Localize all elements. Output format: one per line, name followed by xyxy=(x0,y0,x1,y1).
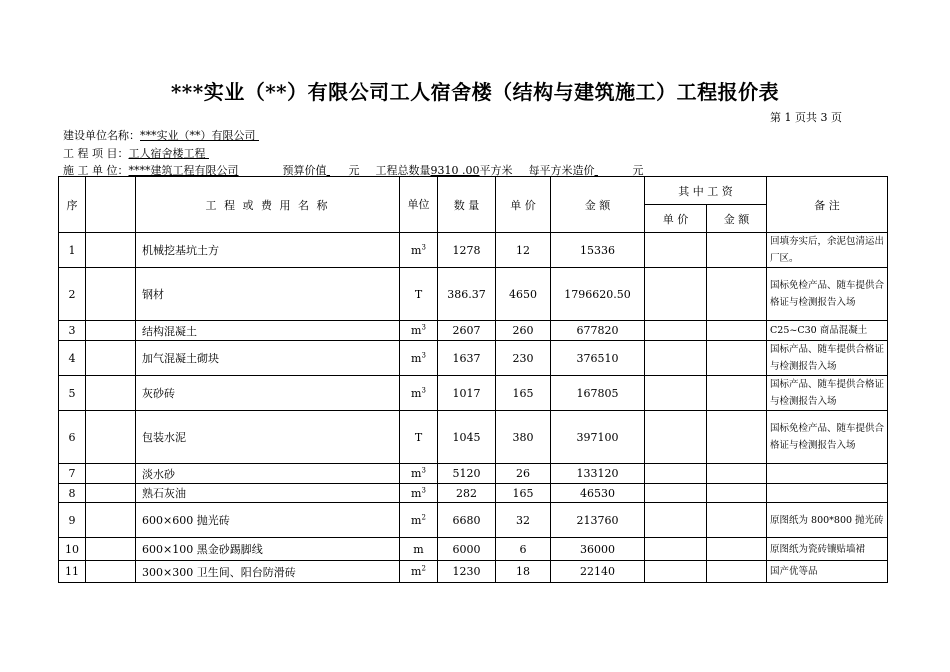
cell-blank xyxy=(86,321,136,341)
cell-remark xyxy=(767,484,888,503)
cell-amount: 133120 xyxy=(551,464,645,484)
cell-remark: 国标产品、随车提供合格证与检测报告入场 xyxy=(767,376,888,411)
table-row xyxy=(59,411,888,464)
cell-blank xyxy=(86,561,136,583)
project-line xyxy=(63,145,234,161)
cell-seq: 5 xyxy=(59,376,86,411)
table-row xyxy=(59,321,888,341)
cell-remark: 回填夯实后，余泥包清运出厂区。 xyxy=(767,233,888,268)
cell-price: 6 xyxy=(496,538,551,561)
cell-qty: 5120 xyxy=(438,464,496,484)
budget-unit: 元 xyxy=(348,164,360,177)
cell-price: 165 xyxy=(496,376,551,411)
cell-qty: 1017 xyxy=(438,376,496,411)
cell-amount: 677820 xyxy=(551,321,645,341)
header-remark: 备 注 xyxy=(767,177,888,233)
cell-labor-amount xyxy=(707,484,767,503)
cell-seq: 10 xyxy=(59,538,86,561)
page-indicator: 第 1 页共 3 页 xyxy=(770,111,842,124)
header-unit: 单位 xyxy=(400,177,438,233)
budget-label: 预算价值 xyxy=(282,164,327,177)
table-row xyxy=(59,376,888,411)
header-labor-amount: 金 额 xyxy=(707,205,767,233)
owner-label: 建设单位名称： xyxy=(63,129,140,142)
unit-exponent: 2 xyxy=(421,564,426,573)
cell-labor-amount xyxy=(707,321,767,341)
cell-remark: 国标产品、随车提供合格证与检测报告入场 xyxy=(767,341,888,376)
cell-unit xyxy=(400,376,438,411)
cell-labor-price xyxy=(645,538,707,561)
cell-name: 机械挖基坑土方 xyxy=(136,233,400,268)
cell-name: 600×600 抛光砖 xyxy=(136,503,400,538)
cell-remark: 国标免检产品、随车提供合格证与检测报告入场 xyxy=(767,268,888,321)
unit-exponent: 3 xyxy=(421,350,426,359)
cell-remark: 原图纸为 800*800 抛光砖 xyxy=(767,503,888,538)
cell-labor-price xyxy=(645,233,707,268)
cell-unit xyxy=(400,268,438,321)
cell-labor-price xyxy=(645,484,707,503)
per-sqm-label: 每平方米造价 xyxy=(528,164,595,177)
unit-exponent: 3 xyxy=(421,242,426,251)
unit-exponent: 3 xyxy=(421,323,426,332)
cell-labor-amount xyxy=(707,561,767,583)
cell-qty: 1230 xyxy=(438,561,496,583)
cell-price: 12 xyxy=(496,233,551,268)
cell-name: 淡水砂 xyxy=(136,464,400,484)
unit-text: m xyxy=(411,513,422,527)
cell-qty: 1045 xyxy=(438,411,496,464)
project-label: 工 程 项 目： xyxy=(63,147,129,160)
table-row xyxy=(59,484,888,503)
cell-qty: 1278 xyxy=(438,233,496,268)
cell-blank xyxy=(86,503,136,538)
cell-amount: 22140 xyxy=(551,561,645,583)
cell-seq: 9 xyxy=(59,503,86,538)
cell-blank xyxy=(86,538,136,561)
cell-labor-amount xyxy=(707,464,767,484)
cell-labor-amount xyxy=(707,376,767,411)
header-name: 工 程 或 费 用 名 称 xyxy=(136,177,400,233)
unit-text: m xyxy=(411,467,422,480)
cell-name: 600×100 黑金砂踢脚线 xyxy=(136,538,400,561)
cell-remark xyxy=(767,464,888,484)
cell-unit xyxy=(400,484,438,503)
cell-labor-price xyxy=(645,321,707,341)
cell-labor-amount xyxy=(707,233,767,268)
cell-qty: 6000 xyxy=(438,538,496,561)
cell-labor-amount xyxy=(707,268,767,321)
unit-exponent: 3 xyxy=(421,485,426,494)
cell-blank xyxy=(86,464,136,484)
contractor-value: ****建筑工程有限公司 xyxy=(128,164,239,177)
cell-amount: 46530 xyxy=(551,484,645,503)
cell-price: 26 xyxy=(496,464,551,484)
contractor-label: 施 工 单 位： xyxy=(63,164,129,177)
cell-price: 260 xyxy=(496,321,551,341)
table-row xyxy=(59,561,888,583)
cell-price: 165 xyxy=(496,484,551,503)
cell-remark: 国标免检产品、随车提供合格证与检测报告入场 xyxy=(767,411,888,464)
quantity-label: 工程总数量 xyxy=(375,164,431,177)
cell-qty: 386.37 xyxy=(438,268,496,321)
cell-labor-price xyxy=(645,464,707,484)
table-row xyxy=(59,538,888,561)
cell-price: 18 xyxy=(496,561,551,583)
project-value: 工人宿舍楼工程 xyxy=(128,147,206,160)
table-body xyxy=(59,233,888,583)
cell-remark: 国产优等品 xyxy=(767,561,888,583)
owner-value: ***实业（**）有限公司 xyxy=(140,129,256,142)
cell-qty: 282 xyxy=(438,484,496,503)
cell-labor-price xyxy=(645,268,707,321)
unit-text: m xyxy=(413,542,424,556)
unit-text: m xyxy=(411,243,422,257)
cell-blank xyxy=(86,268,136,321)
cell-price: 4650 xyxy=(496,268,551,321)
cell-seq: 11 xyxy=(59,561,86,583)
cell-amount: 36000 xyxy=(551,538,645,561)
cell-labor-price xyxy=(645,561,707,583)
cell-seq: 2 xyxy=(59,268,86,321)
cell-blank xyxy=(86,411,136,464)
unit-exponent: 3 xyxy=(421,466,426,475)
table-row xyxy=(59,341,888,376)
header-amount: 金 额 xyxy=(551,177,645,233)
cell-qty: 6680 xyxy=(438,503,496,538)
unit-text: m xyxy=(411,486,422,500)
cell-labor-amount xyxy=(707,411,767,464)
cell-labor-amount xyxy=(707,503,767,538)
unit-text: T xyxy=(414,287,423,301)
cell-price: 380 xyxy=(496,411,551,464)
cell-price: 32 xyxy=(496,503,551,538)
cell-name: 钢材 xyxy=(136,268,400,321)
unit-exponent: 2 xyxy=(421,512,426,521)
cell-unit xyxy=(400,341,438,376)
unit-text: m xyxy=(411,324,422,337)
table-row xyxy=(59,464,888,484)
owner-line xyxy=(63,127,262,143)
cell-labor-amount xyxy=(707,538,767,561)
cell-labor-price xyxy=(645,503,707,538)
table-row xyxy=(59,268,888,321)
cell-labor-price xyxy=(645,341,707,376)
cell-name: 加气混凝土砌块 xyxy=(136,341,400,376)
cell-seq: 8 xyxy=(59,484,86,503)
cell-amount: 376510 xyxy=(551,341,645,376)
cell-labor-amount xyxy=(707,341,767,376)
cell-amount: 167805 xyxy=(551,376,645,411)
cell-name: 包装水泥 xyxy=(136,411,400,464)
unit-text: T xyxy=(414,430,423,444)
table-row xyxy=(59,233,888,268)
quotation-table xyxy=(58,176,888,583)
unit-text: m xyxy=(411,565,422,578)
cell-amount: 213760 xyxy=(551,503,645,538)
cell-name: 熟石灰油 xyxy=(136,484,400,503)
per-sqm-unit: 元 xyxy=(632,164,644,177)
table-row xyxy=(59,503,888,538)
header-labor-group: 其 中 工 资 xyxy=(645,177,767,205)
unit-exponent: 3 xyxy=(421,385,426,394)
cell-blank xyxy=(86,484,136,503)
cell-amount: 397100 xyxy=(551,411,645,464)
cell-name: 灰砂砖 xyxy=(136,376,400,411)
cell-blank xyxy=(86,341,136,376)
cell-seq: 3 xyxy=(59,321,86,341)
cell-unit xyxy=(400,233,438,268)
header-qty: 数 量 xyxy=(438,177,496,233)
cell-seq: 6 xyxy=(59,411,86,464)
cell-price: 230 xyxy=(496,341,551,376)
cell-unit xyxy=(400,464,438,484)
unit-text: m xyxy=(411,386,422,400)
cell-unit xyxy=(400,503,438,538)
cell-blank xyxy=(86,376,136,411)
quantity-unit: 平方米 xyxy=(479,164,513,177)
cell-labor-price xyxy=(645,376,707,411)
cell-qty: 2607 xyxy=(438,321,496,341)
header-labor-price: 单 价 xyxy=(645,205,707,233)
cell-seq: 4 xyxy=(59,341,86,376)
cell-unit xyxy=(400,561,438,583)
cell-blank xyxy=(86,233,136,268)
cell-labor-price xyxy=(645,411,707,464)
cell-remark: 原图纸为瓷砖镶贴墙裙 xyxy=(767,538,888,561)
header-blank xyxy=(86,177,136,233)
cell-amount: 1796620.50 xyxy=(551,268,645,321)
cell-seq: 1 xyxy=(59,233,86,268)
header-price: 单 价 xyxy=(496,177,551,233)
cell-seq: 7 xyxy=(59,464,86,484)
cell-unit xyxy=(400,411,438,464)
cell-unit xyxy=(400,321,438,341)
quantity-value: 9310 .00 xyxy=(430,164,480,177)
page-title: ***实业（**）有限公司工人宿舍楼（结构与建筑施工）工程报价表 xyxy=(170,80,780,104)
cell-qty: 1637 xyxy=(438,341,496,376)
cell-name: 300×300 卫生间、阳台防滑砖 xyxy=(136,561,400,583)
cell-name: 结构混凝土 xyxy=(136,321,400,341)
cell-amount: 15336 xyxy=(551,233,645,268)
unit-text: m xyxy=(411,351,422,365)
cell-unit xyxy=(400,538,438,561)
cell-remark: C25~C30 商品混凝土 xyxy=(767,321,888,341)
header-seq: 序 xyxy=(59,177,86,233)
